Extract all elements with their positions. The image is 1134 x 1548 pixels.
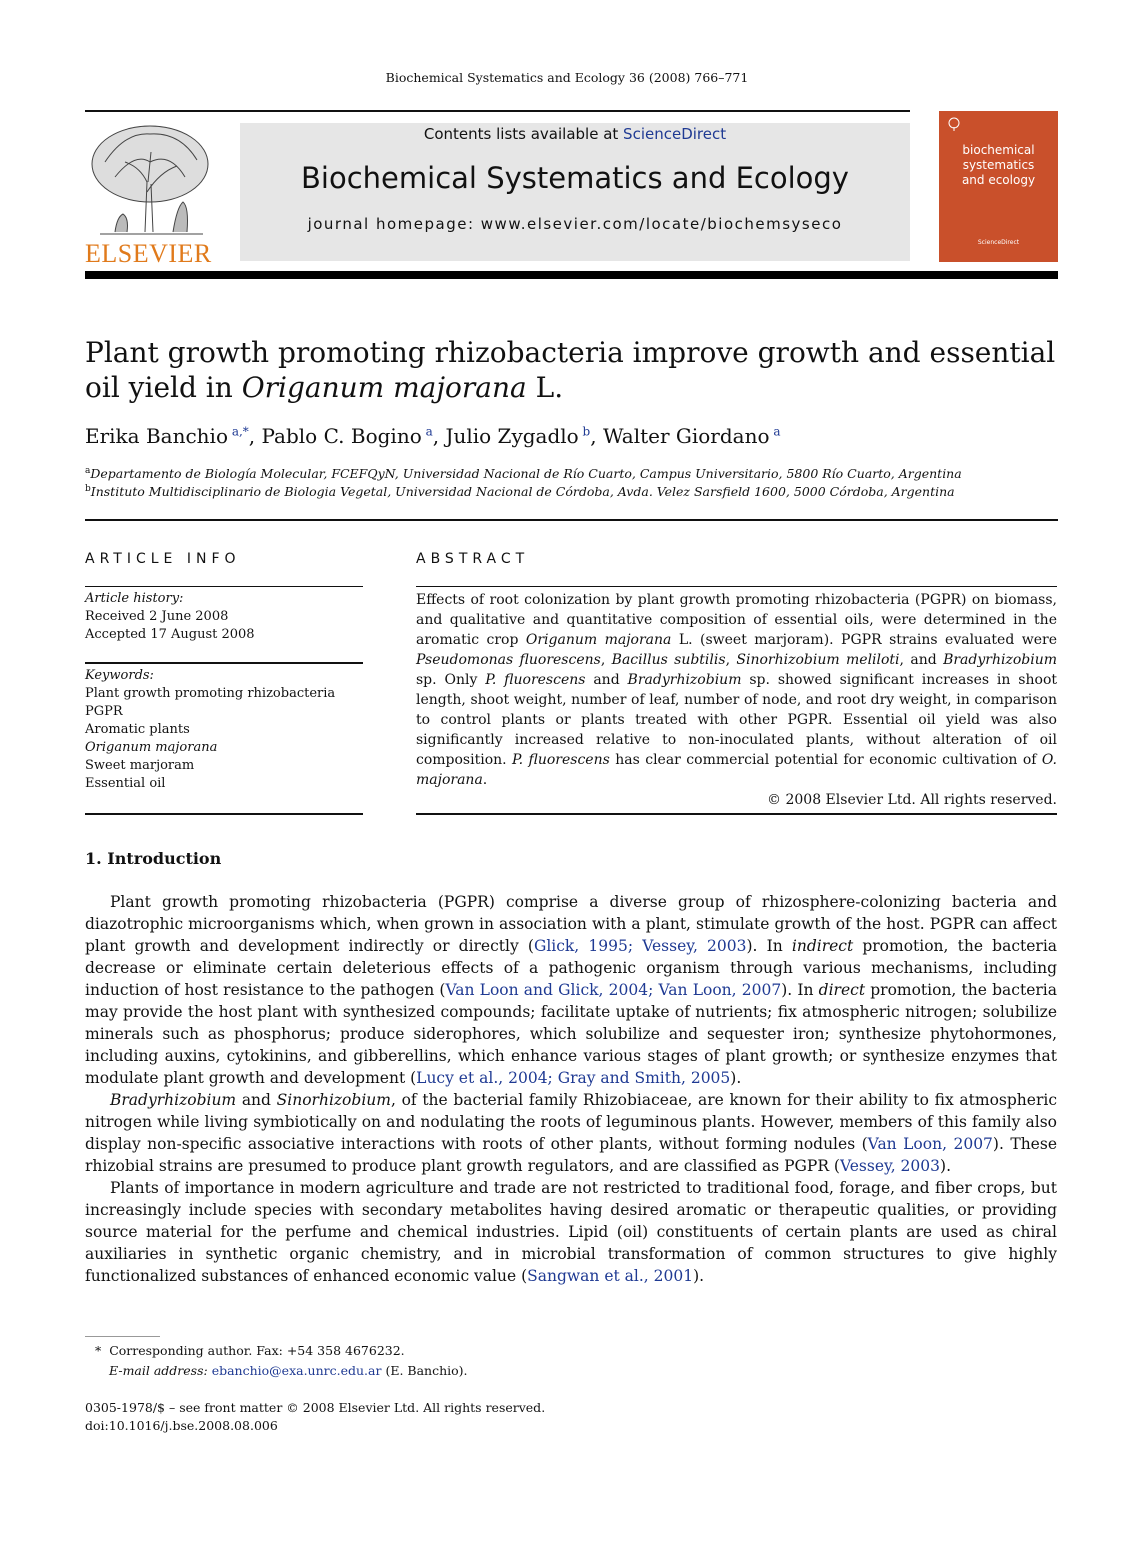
email-suffix: (E. Banchio). bbox=[381, 1363, 468, 1378]
contents-prefix: Contents lists available at bbox=[423, 125, 624, 143]
author-sep: , bbox=[248, 424, 262, 448]
cover-line-2: systematics bbox=[962, 158, 1035, 172]
keyword[interactable]: Origanum majorana bbox=[85, 740, 218, 755]
title-line-2 bbox=[85, 370, 1065, 405]
affiliation-a bbox=[85, 466, 962, 481]
elsevier-tree-mini-icon bbox=[947, 117, 961, 131]
citation-link[interactable]: Lucy et al., 2004; Gray and Smith, 2005 bbox=[416, 1069, 731, 1087]
corresponding-author-note bbox=[95, 1341, 468, 1361]
intro-body bbox=[85, 891, 1057, 1287]
author-affil-link[interactable]: a bbox=[773, 424, 781, 439]
keyword[interactable]: Sweet marjoram bbox=[85, 758, 195, 773]
affiliation-marker: a bbox=[85, 466, 91, 476]
author-list bbox=[85, 424, 781, 448]
title-suffix: L. bbox=[526, 371, 564, 404]
footnote bbox=[95, 1341, 468, 1381]
email-link[interactable]: ebanchio@exa.unrc.edu.ar bbox=[211, 1363, 382, 1378]
article-history bbox=[85, 590, 255, 644]
author[interactable] bbox=[603, 424, 781, 448]
received-date: Received 2 June 2008 bbox=[85, 609, 229, 624]
author-name: Pablo C. Bogino bbox=[261, 424, 422, 448]
author-sep: , bbox=[590, 424, 603, 448]
tree-logo-icon bbox=[85, 122, 215, 237]
abstract-body: Effects of root colonization by plant growth promoting rhizobacteria (PGPR) on biomass, and qualitative and quantitative composition of essential oils, were determined in the aromatic crop Origanum majorana L. (sweet marjoram). PGPR strains evaluated were Pseudomonas fluorescens, Bacillus subtilis, Sinorhizobium meliloti, and Bradyrhizobium sp. Only P. fluorescens and Bradyrhizobium sp. showed significant increases in shoot length, shoot weight, number of leaf, number of node, and root dry weight, in comparison to control plants or plants treated with other PGPR. Essential oil yield was also significantly increased relative to non-inoculated plants, without alteration of oil composition. P. fluorescens has clear commercial potential for economic cultivation of O. majorana. bbox=[416, 592, 1057, 788]
journal-cover[interactable] bbox=[939, 111, 1058, 262]
journal-banner bbox=[240, 123, 910, 261]
article-info-rule bbox=[85, 586, 363, 587]
author-affil-link[interactable]: b bbox=[582, 424, 591, 439]
citation-link[interactable]: Vessey, 2003 bbox=[839, 1157, 941, 1175]
title-prefix: oil yield in bbox=[85, 371, 242, 404]
keyword[interactable]: Essential oil bbox=[85, 776, 166, 791]
author-name: Walter Giordano bbox=[602, 424, 770, 448]
footnote-star: * bbox=[95, 1343, 102, 1358]
front-matter-info bbox=[85, 1399, 545, 1435]
intro-paragraph-2: Bradyrhizobium and Sinorhizobium, of the bacterial family Rhizobiaceae, are known for their ability to fix atmospheric nitrogen while living symbiotically on and nodulating the roots of leguminous plants. However, members of this family also display non-specific associative interactions with roots of other plants, without forming nodules (Van Loon, 2007). These rhizobial strains are presumed to produce plant growth regulators, and are classified as PGPR (Vessey, 2003). bbox=[85, 1091, 1058, 1175]
cover-line-3: and ecology bbox=[961, 173, 1036, 187]
accepted-date: Accepted 17 August 2008 bbox=[85, 627, 255, 642]
email-note bbox=[95, 1361, 468, 1381]
history-label: Article history: bbox=[85, 591, 184, 606]
article-info-heading: ARTICLE INFO bbox=[85, 551, 241, 567]
author[interactable] bbox=[85, 424, 249, 448]
abstract-copyright: © 2008 Elsevier Ltd. All rights reserved. bbox=[767, 792, 1057, 808]
intro-paragraph-3: Plants of importance in modern agriculture and trade are not restricted to traditional food, forage, and fiber crops, but increasingly include species with secondary metabolites having desired aromatic or therapeutic qualities, or providing source material for the perfume and chemical industries. Lipid (oil) constituents of certain plants are used as chiral auxiliaries in synthetic organic chemistry, and in microbial transformation of common structures to give highly functionalized substances of enhanced economic value (Sangwan et al., 2001). bbox=[85, 1179, 1057, 1285]
author-sep: , bbox=[432, 424, 446, 448]
abstract-bottom-rule bbox=[416, 813, 1057, 815]
journal-homepage[interactable]: journal homepage: www.elsevier.com/locate/biochemsyseco bbox=[307, 215, 843, 233]
footnote-rule bbox=[85, 1336, 160, 1337]
abstract-rule bbox=[416, 586, 1057, 587]
journal-title: Biochemical Systematics and Ecology bbox=[301, 161, 849, 195]
sciencedirect-link[interactable]: ScienceDirect bbox=[623, 125, 727, 143]
title-species: Origanum majorana bbox=[241, 371, 527, 404]
author[interactable] bbox=[262, 424, 433, 448]
elsevier-logo[interactable] bbox=[85, 122, 215, 267]
journal-reference: Biochemical Systematics and Ecology 36 (2008) 766–771 bbox=[385, 70, 749, 85]
intro-paragraph-1: Plant growth promoting rhizobacteria (PGPR) comprise a diverse group of rhizosphere-colonizing bacteria and diazotrophic microorganisms which, when grown in association with a plant, stimulate growth of the host. PGPR can affect plant growth and development indirectly or directly (Glick, 1995; Vessey, 2003). In indirect promotion, the bacteria decrease or eliminate certain deleterious effects of a pathogenic organism through various mechanisms, including induction of host resistance to the pathogen (Van Loon and Glick, 2004; Van Loon, 2007). In direct promotion, the bacteria may provide the host plant with synthesized compounds; facilitate uptake of nutrients; fix atmospheric nitrogen; solubilize minerals such as phosphorus; produce siderophores, which solubilize and sequester iron; synthesize phytohormones, including auxins, cytokinins, and gibberellins, which enhance various stages of plant growth; or synthesize enzymes that modulate plant growth and development (Lucy et al., 2004; Gray and Smith, 2005). bbox=[85, 893, 1058, 1087]
header-thick-rule bbox=[85, 271, 1058, 279]
keyword[interactable]: Aromatic plants bbox=[85, 722, 190, 737]
author-affil-link[interactable]: a bbox=[425, 424, 433, 439]
affiliation-marker: b bbox=[85, 484, 91, 494]
contents-line bbox=[240, 125, 910, 143]
affiliation-text: Instituto Multidisciplinario de Biologia Vegetal, Universidad Nacional de Córdoba, Avda. Velez Sarsfield 1600, 5000 Córdoba, Argentina bbox=[90, 484, 955, 500]
citation-link[interactable]: Van Loon and Glick, 2004; Van Loon, 2007 bbox=[445, 981, 782, 999]
author-affil-link[interactable]: a,* bbox=[231, 424, 249, 439]
citation-link[interactable]: Van Loon, 2007 bbox=[867, 1135, 993, 1153]
abstract-text bbox=[416, 590, 1057, 810]
article-info-bottom-rule bbox=[85, 813, 363, 815]
citation-link[interactable]: Glick, 1995; Vessey, 2003 bbox=[533, 937, 747, 955]
affiliation-b bbox=[85, 484, 955, 499]
title-line-1: Plant growth promoting rhizobacteria improve growth and essential bbox=[85, 336, 1056, 369]
issn-line: 0305-1978/$ – see front matter © 2008 Elsevier Ltd. All rights reserved. bbox=[85, 1400, 546, 1415]
citation-link[interactable]: Sangwan et al., 2001 bbox=[527, 1267, 694, 1285]
email-label: E-mail address: bbox=[109, 1363, 212, 1378]
author-name: Julio Zygadlo bbox=[445, 424, 579, 448]
header-rule bbox=[85, 110, 910, 112]
doi-line[interactable]: doi:10.1016/j.bse.2008.08.006 bbox=[85, 1418, 278, 1433]
keywords-label: Keywords: bbox=[85, 668, 154, 683]
section-rule bbox=[85, 519, 1058, 521]
keyword[interactable]: Plant growth promoting rhizobacteria bbox=[85, 686, 336, 701]
corresponding-author-text: Corresponding author. Fax: +54 358 4676232. bbox=[109, 1343, 405, 1358]
affiliation-text: Departamento de Biología Molecular, FCEFQyN, Universidad Nacional de Río Cuarto, Campus Universitario, 5800 Río Cuarto, Argentina bbox=[90, 466, 962, 482]
author-name: Erika Banchio bbox=[85, 424, 228, 448]
abstract-heading: ABSTRACT bbox=[416, 551, 530, 567]
elsevier-wordmark: ELSEVIER bbox=[85, 239, 212, 268]
keywords-block bbox=[85, 667, 335, 793]
cover-publisher-mark: ScienceDirect bbox=[977, 239, 1020, 246]
author[interactable] bbox=[445, 424, 590, 448]
article-title bbox=[85, 335, 1065, 405]
intro-heading: 1. Introduction bbox=[85, 849, 222, 868]
keyword[interactable]: PGPR bbox=[85, 704, 123, 719]
cover-line-1: biochemical bbox=[962, 143, 1035, 157]
keywords-rule bbox=[85, 662, 363, 664]
